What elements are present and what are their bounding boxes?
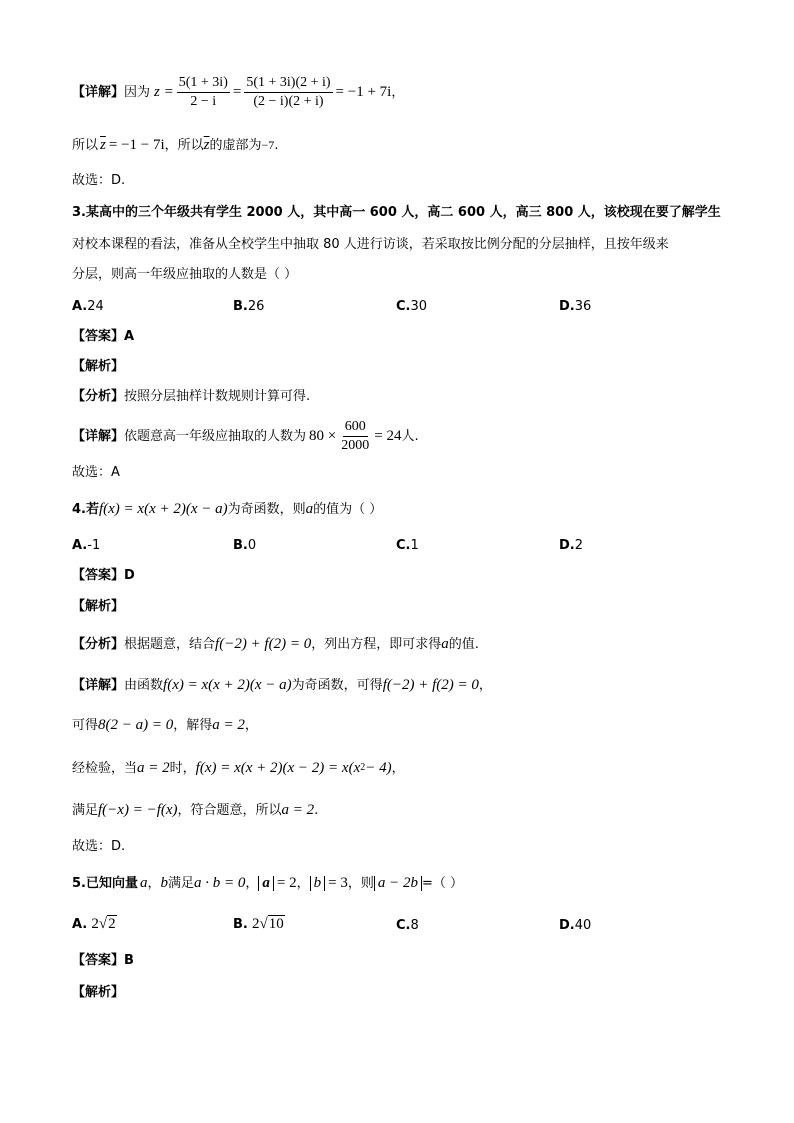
q4-option-d: D.2 <box>559 538 584 553</box>
punct: . <box>314 802 319 818</box>
q5-stem-pre: 5.已知向量 <box>72 875 138 891</box>
d3-function: f(x) = x(x + 2)(x − 2) = x(x <box>195 759 361 776</box>
fenxi-end: 的值. <box>448 636 479 652</box>
q5-ask-end: =（ ） <box>422 875 464 891</box>
q5-option-c: C.8 <box>396 918 419 933</box>
q3-jiexi: 【解析】 <box>72 359 125 374</box>
fenxi-var-a: a <box>441 635 449 652</box>
fenxi-equation: f(−2) + f(2) = 0 <box>215 635 312 652</box>
q5-cond-pre: 满足 <box>168 875 195 891</box>
abs-b: b <box>310 876 326 891</box>
z-conjugate: $\overline{z}$ <box>100 136 106 153</box>
q4-var-a: a <box>305 500 314 517</box>
calc-pre: 80 × <box>309 427 337 444</box>
q4-option-b: B.0 <box>233 538 257 553</box>
detail-label: 【详解】 <box>72 677 125 693</box>
d3-function-end: − 4) <box>365 759 392 776</box>
fenxi-label: 【分析】 <box>72 389 125 404</box>
q3-stem-line-2: 对校本课程的看法，准备从全校学生中抽取 80 人进行访谈，若采取按比例分配的分层抽样，且按年级来 <box>72 237 669 252</box>
answer-label: 【答案】 <box>72 329 125 344</box>
z-equation: z = <box>154 83 174 100</box>
q5-jiexi: 【解析】 <box>72 985 125 1000</box>
q3-option-d: D.36 <box>559 299 592 314</box>
q5-option-b: B. 2√10 <box>233 916 284 932</box>
q3-answer <box>72 330 134 343</box>
conj-text-3: 的虚部为 <box>209 137 262 153</box>
calc-fraction <box>339 420 371 453</box>
conj-text-2: ，所以 <box>164 137 204 153</box>
fenxi-pre: 根据题意，结合 <box>124 636 216 652</box>
conj-text-1: 所以 <box>72 137 99 153</box>
d3-mid: 时， <box>169 760 196 776</box>
q3-choose: 故选：A <box>72 465 120 480</box>
fraction-1-num: 5(1 + 3i) <box>177 76 230 93</box>
d1-function: f(x) = x(x + 2)(x − a) <box>163 676 292 693</box>
calc-den: 2000 <box>341 437 370 453</box>
d4-pre: 满足 <box>72 802 99 818</box>
detail-complex-line: 【详解】 因为 z = $\frac{5(1 + 3i)}{2 - i}$ = $\frac{5(1 + 3i)(2 + i)}{(2 - i)(2 + i)}$ = −1 + 7i ， <box>72 74 405 109</box>
fenxi-text: 按照分层抽样计数规则计算可得. <box>124 389 311 404</box>
z-conjugate-2: $\overline{z}$ <box>203 136 210 153</box>
q3-option-c: C.30 <box>396 299 428 314</box>
fraction-1 <box>177 76 230 109</box>
fraction-2-den: (2 − i)(2 + i) <box>253 93 324 109</box>
q4-option-c: C.1 <box>396 538 419 553</box>
abs-a: a <box>258 876 274 891</box>
q3-option-a: A.24 <box>72 299 104 314</box>
q4-fenxi <box>72 635 479 653</box>
answer-value: B <box>124 953 134 968</box>
answer-label: 【答案】 <box>72 953 125 968</box>
answer-value: D <box>124 568 135 583</box>
q3-stem-line-1: 3.某高中的三个年级共有学生 2000 人，其中高一 600 人，高二 600 人，高三 800 人，该校现在要了解学生 <box>72 205 721 220</box>
fenxi-mid: ，列出方程，即可求得 <box>311 636 442 652</box>
sqrt-icon: √ <box>259 916 268 932</box>
punct: . <box>274 137 279 153</box>
d3-condition: a = 2 <box>137 759 170 776</box>
q4-function: f(x) = x(x + 2)(x − a) <box>98 500 228 517</box>
calc-post: = 24 <box>374 427 402 444</box>
conj-equation: = −1 − 7i <box>108 136 165 153</box>
fenxi-label: 【分析】 <box>72 636 125 652</box>
q5-answer <box>72 954 134 967</box>
punct: ， <box>391 760 405 776</box>
d3-superscript: 2 <box>360 762 366 773</box>
d2-pre: 可得 <box>72 717 99 733</box>
calc-num: 600 <box>343 420 368 437</box>
d3-pre: 经检验，当 <box>72 760 138 776</box>
q4-stem-end: 的值为（ ） <box>313 501 383 517</box>
q4-stem-mid: 为奇函数，则 <box>227 501 306 517</box>
d1-equation: f(−2) + f(2) = 0 <box>382 676 479 693</box>
d2-mid: ，解得 <box>173 717 213 733</box>
fraction-2 <box>244 76 332 109</box>
q4-detail-3 <box>72 759 405 777</box>
q4-choose: 故选：D. <box>72 839 126 854</box>
punct: ， <box>296 875 310 891</box>
q4-detail-1 <box>72 676 492 694</box>
punct: ， <box>147 875 161 891</box>
abs-a-value: = 2 <box>276 874 297 891</box>
d1-pre: 由函数 <box>124 677 164 693</box>
punct: ， <box>391 84 405 100</box>
d4-solution: a = 2 <box>281 801 315 818</box>
q4-stem <box>72 500 382 518</box>
d2-equation: 8(2 − a) = 0 <box>98 716 174 733</box>
d2-solution: a = 2 <box>212 716 245 733</box>
vector-a: a <box>139 874 148 891</box>
conjugate-line <box>72 136 278 154</box>
dot-product-eq: a · b = 0 <box>194 874 246 891</box>
detail-label: 【详解】 <box>72 84 125 100</box>
punct: ， <box>245 875 259 891</box>
fraction-1-den: 2 − i <box>190 93 217 109</box>
q4-detail-4 <box>72 801 318 819</box>
answer-value: A <box>124 329 135 344</box>
detail-end: 人. <box>401 428 419 444</box>
q4-option-a: A.-1 <box>72 538 101 553</box>
sqrt-icon: √ <box>98 916 108 932</box>
complex-result: = −1 + 7i <box>335 83 392 100</box>
q4-answer <box>72 569 135 582</box>
fraction-2-num: 5(1 + 3i)(2 + i) <box>244 76 332 93</box>
q3-fenxi <box>72 390 310 403</box>
q3-stem-line-3: 分层，则高一年级应抽取的人数是（ ） <box>72 267 298 282</box>
d1-mid: 为奇函数，可得 <box>291 677 383 693</box>
abs-b-value: = 3 <box>328 874 348 891</box>
q5-option-d: D.40 <box>559 918 592 933</box>
punct: ， <box>244 717 258 733</box>
q4-detail-2 <box>72 716 258 734</box>
abs-a-minus-2b: a − 2b <box>374 876 422 891</box>
q3-option-b: B.26 <box>233 299 265 314</box>
d4-mid: ，符合题意，所以 <box>177 802 282 818</box>
punct: ， <box>478 677 492 693</box>
q5-option-a: A. 2√2 <box>72 916 116 932</box>
q5-stem <box>72 872 463 894</box>
q3-detail <box>72 416 419 456</box>
vector-b: b <box>160 874 168 891</box>
d4-equation: f(−x) = −f(x) <box>98 801 178 818</box>
answer-label: 【答案】 <box>72 568 125 583</box>
detail-text: 因为 <box>124 84 151 100</box>
detail-label: 【详解】 <box>72 428 125 444</box>
detail-text: 依题意高一年级应抽取的人数为 <box>124 428 307 444</box>
q4-jiexi: 【解析】 <box>72 599 125 614</box>
q4-stem-pre: 4.若 <box>72 501 99 517</box>
q5-ask-pre: ，则 <box>347 875 374 891</box>
imag-part-value: −7 <box>261 138 275 152</box>
answer-choice-2: 故选：D. <box>72 173 126 188</box>
